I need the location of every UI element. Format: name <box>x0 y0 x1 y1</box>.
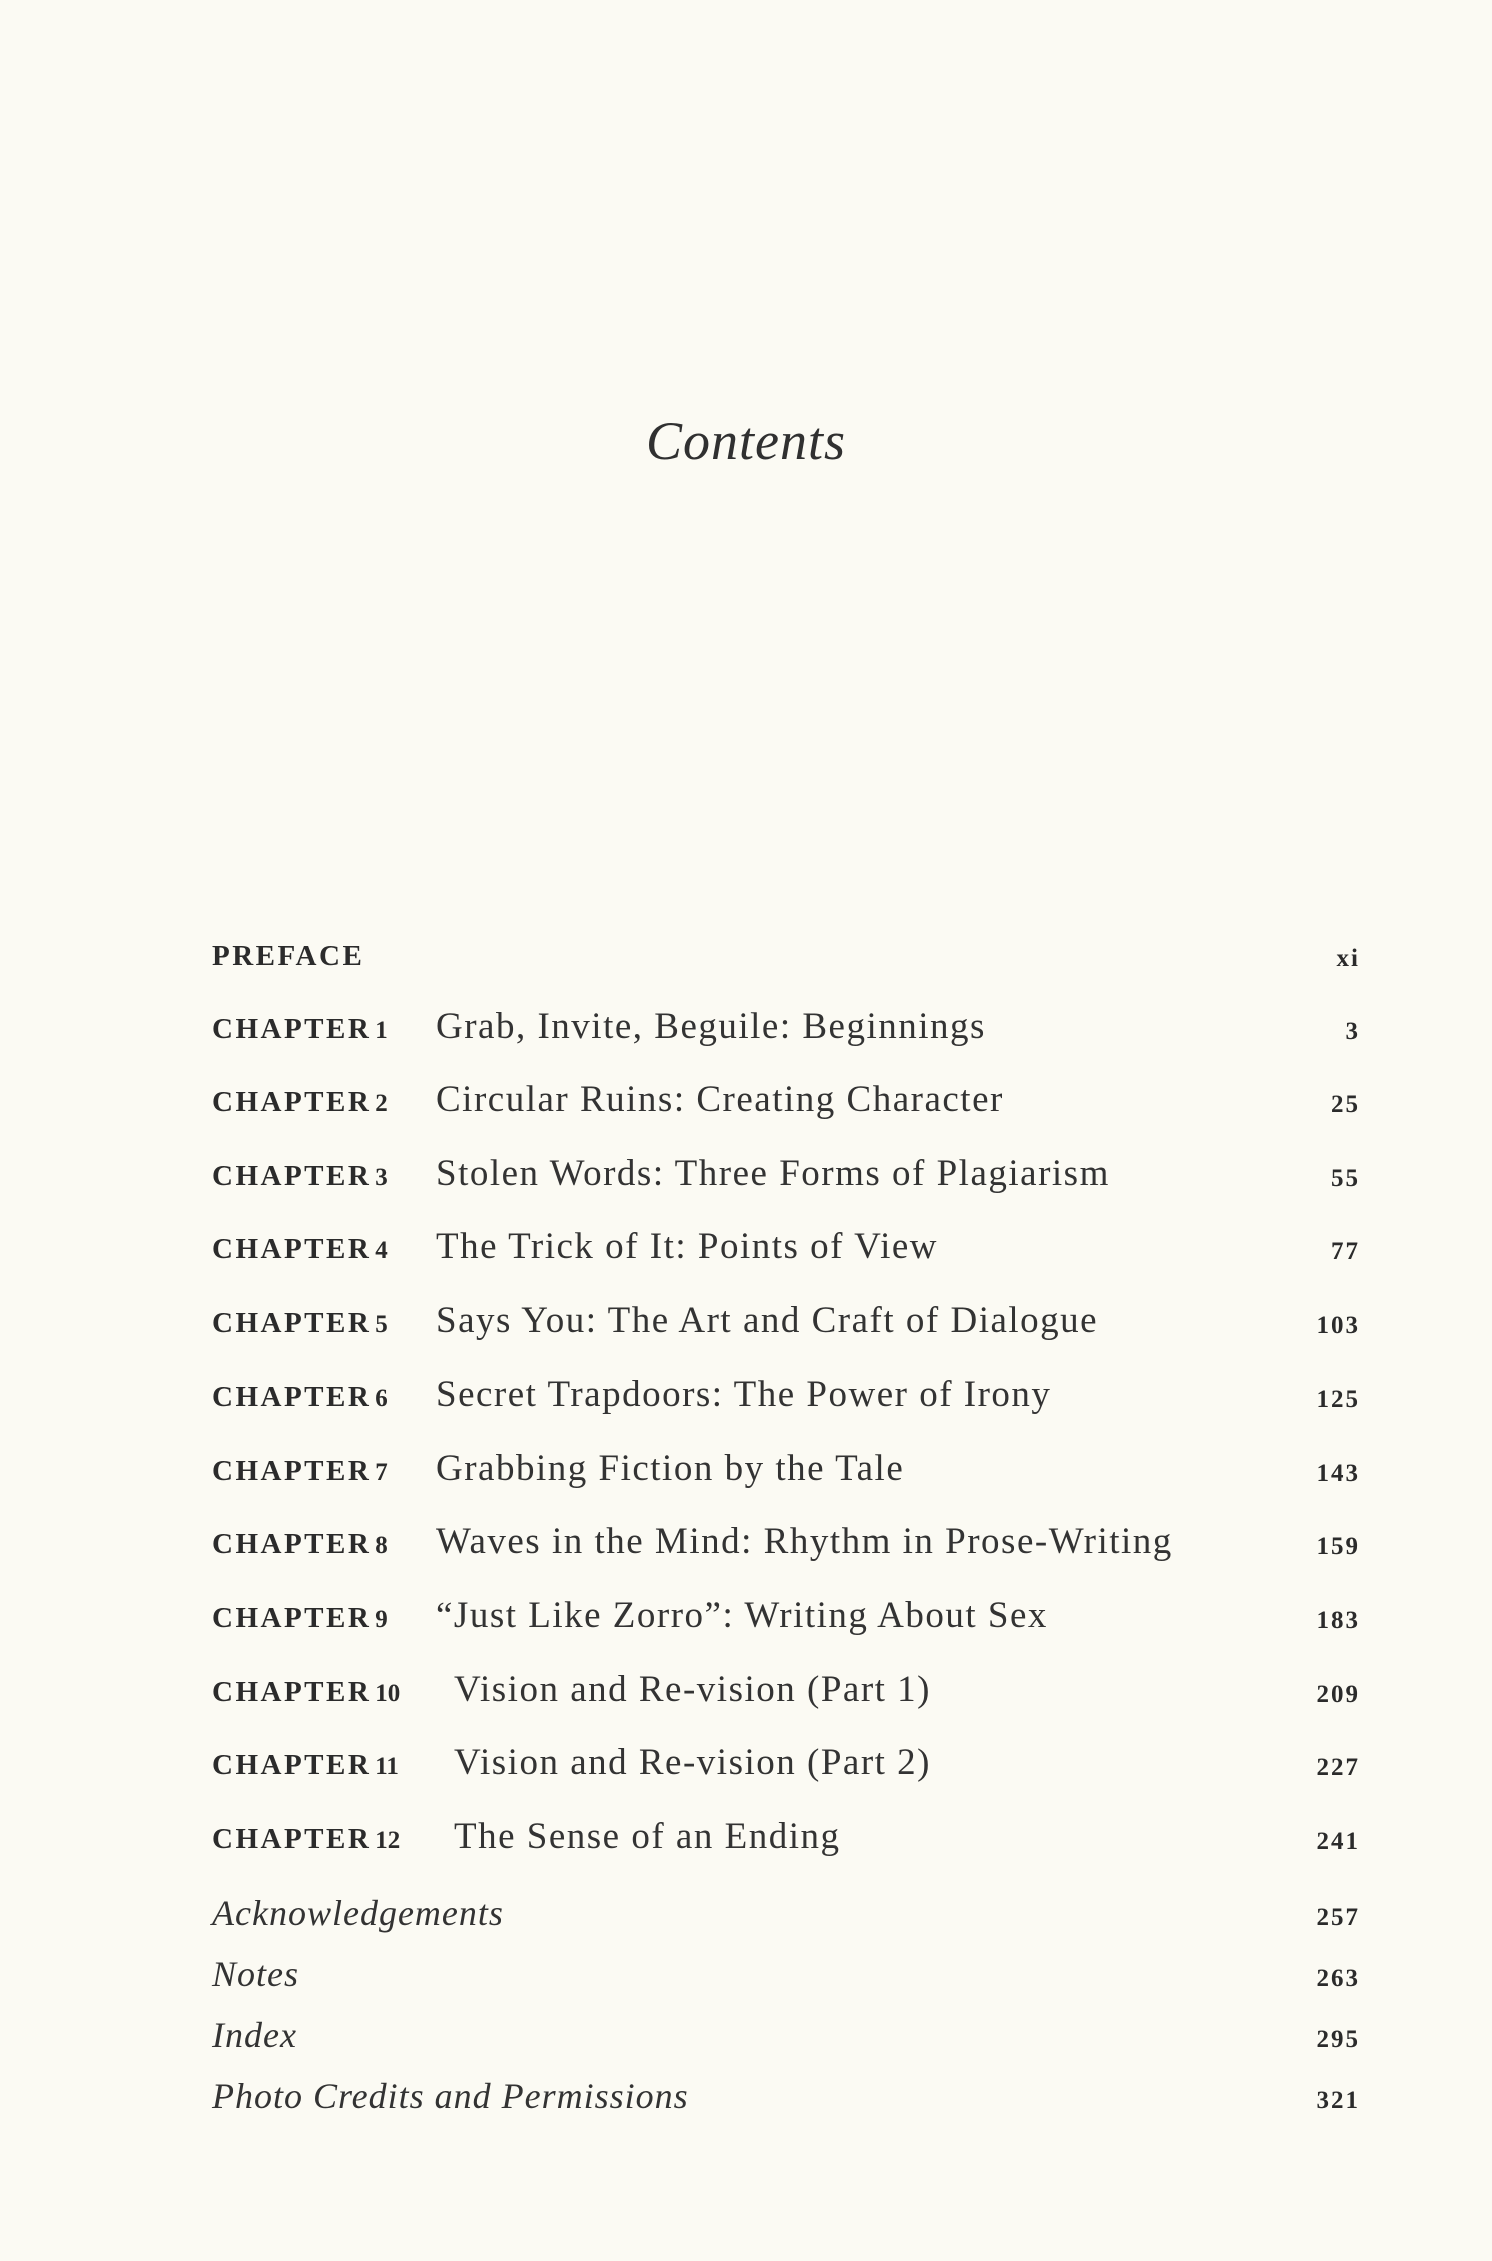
chapter-label: CHAPTER 9 <box>212 1602 388 1634</box>
entry-title: Photo Credits and Permissions <box>212 2076 689 2116</box>
chapter-label: CHAPTER 7 <box>212 1455 388 1487</box>
toc-entry-acknowledgements <box>212 1884 1360 1944</box>
entry-page-number: 159 <box>1316 1533 1360 1560</box>
chapter-label: CHAPTER 2 <box>212 1086 388 1118</box>
toc-entry-chapter-5 <box>212 1292 1360 1352</box>
chapter-label: CHAPTER 11 <box>212 1749 399 1781</box>
entry-page-number: 209 <box>1316 1681 1360 1708</box>
toc-entry-chapter-7 <box>212 1440 1360 1500</box>
entry-page-number: 103 <box>1316 1312 1360 1339</box>
chapter-title: Secret Trapdoors: The Power of Irony <box>436 1374 1052 1415</box>
toc-entry-photo-credits <box>212 2067 1360 2127</box>
chapter-label: CHAPTER 3 <box>212 1160 388 1192</box>
toc-entry-chapter-1 <box>212 998 1360 1058</box>
chapter-label: CHAPTER 12 <box>212 1823 401 1855</box>
chapter-label: CHAPTER 5 <box>212 1307 388 1339</box>
chapter-title: The Sense of an Ending <box>454 1816 841 1857</box>
entry-page-number: 241 <box>1316 1828 1360 1855</box>
entry-title: Index <box>212 2015 297 2055</box>
toc-entry-chapter-10 <box>212 1661 1360 1721</box>
chapter-number: 6 <box>375 1385 388 1412</box>
chapter-number: 9 <box>375 1606 388 1633</box>
entry-title: Acknowledgements <box>212 1893 504 1933</box>
entry-page-number: 55 <box>1331 1165 1360 1192</box>
chapter-number: 1 <box>375 1017 388 1044</box>
chapter-title: Waves in the Mind: Rhythm in Prose-Writing <box>436 1521 1173 1562</box>
chapter-title: Stolen Words: Three Forms of Plagiarism <box>436 1153 1110 1194</box>
chapter-label: CHAPTER 6 <box>212 1381 388 1413</box>
chapter-number: 8 <box>375 1532 388 1559</box>
chapter-title: Vision and Re-vision (Part 1) <box>454 1669 932 1710</box>
chapter-number: 11 <box>375 1753 399 1780</box>
chapter-label: CHAPTER 10 <box>212 1676 401 1708</box>
chapter-title: Vision and Re-vision (Part 2) <box>454 1742 932 1783</box>
chapter-title: Circular Ruins: Creating Character <box>436 1079 1004 1120</box>
chapter-label: CHAPTER 4 <box>212 1233 388 1265</box>
toc-entry-preface <box>212 925 1360 985</box>
entry-page-number: 25 <box>1331 1091 1360 1118</box>
entry-page-number: 183 <box>1316 1607 1360 1634</box>
entry-page-number: 77 <box>1331 1238 1360 1265</box>
entry-page-number: 3 <box>1345 1018 1360 1045</box>
chapter-title: Grab, Invite, Beguile: Beginnings <box>436 1006 986 1047</box>
entry-page-number: 321 <box>1316 2087 1360 2114</box>
toc-entry-chapter-6 <box>212 1366 1360 1426</box>
chapter-title: “Just Like Zorro”: Writing About Sex <box>436 1595 1048 1636</box>
toc-entry-chapter-9 <box>212 1587 1360 1647</box>
toc-entry-notes <box>212 1945 1360 2005</box>
chapter-label: CHAPTER 1 <box>212 1013 388 1045</box>
chapter-label: CHAPTER 8 <box>212 1528 388 1560</box>
chapter-title: Grabbing Fiction by the Tale <box>436 1448 905 1489</box>
toc-entry-chapter-8 <box>212 1513 1360 1573</box>
entry-page-number: 227 <box>1316 1754 1360 1781</box>
chapter-number: 10 <box>375 1680 401 1707</box>
entry-page-number: 143 <box>1316 1460 1360 1487</box>
chapter-number: 12 <box>375 1827 401 1854</box>
entry-page-number: 295 <box>1316 2026 1360 2053</box>
entry-label: PREFACE <box>212 940 365 972</box>
page-title: Contents <box>645 411 846 471</box>
toc-entry-chapter-2 <box>212 1071 1360 1131</box>
entry-title: Notes <box>212 1954 300 1994</box>
chapter-number: 2 <box>375 1090 388 1117</box>
toc-entry-index <box>212 2006 1360 2066</box>
toc-entry-chapter-3 <box>212 1145 1360 1205</box>
chapter-number: 4 <box>375 1237 388 1264</box>
entry-page-number: xi <box>1336 945 1360 972</box>
chapter-title: The Trick of It: Points of View <box>436 1226 938 1267</box>
entry-page-number: 263 <box>1316 1965 1360 1992</box>
toc-entry-chapter-4 <box>212 1218 1360 1278</box>
chapter-number: 3 <box>375 1164 388 1191</box>
toc-entry-chapter-12 <box>212 1808 1360 1868</box>
entry-page-number: 125 <box>1316 1386 1360 1413</box>
toc-entry-chapter-11 <box>212 1734 1360 1794</box>
chapter-number: 5 <box>375 1311 388 1338</box>
chapter-title: Says You: The Art and Craft of Dialogue <box>436 1300 1099 1341</box>
chapter-number: 7 <box>375 1459 388 1486</box>
entry-page-number: 257 <box>1316 1904 1360 1931</box>
